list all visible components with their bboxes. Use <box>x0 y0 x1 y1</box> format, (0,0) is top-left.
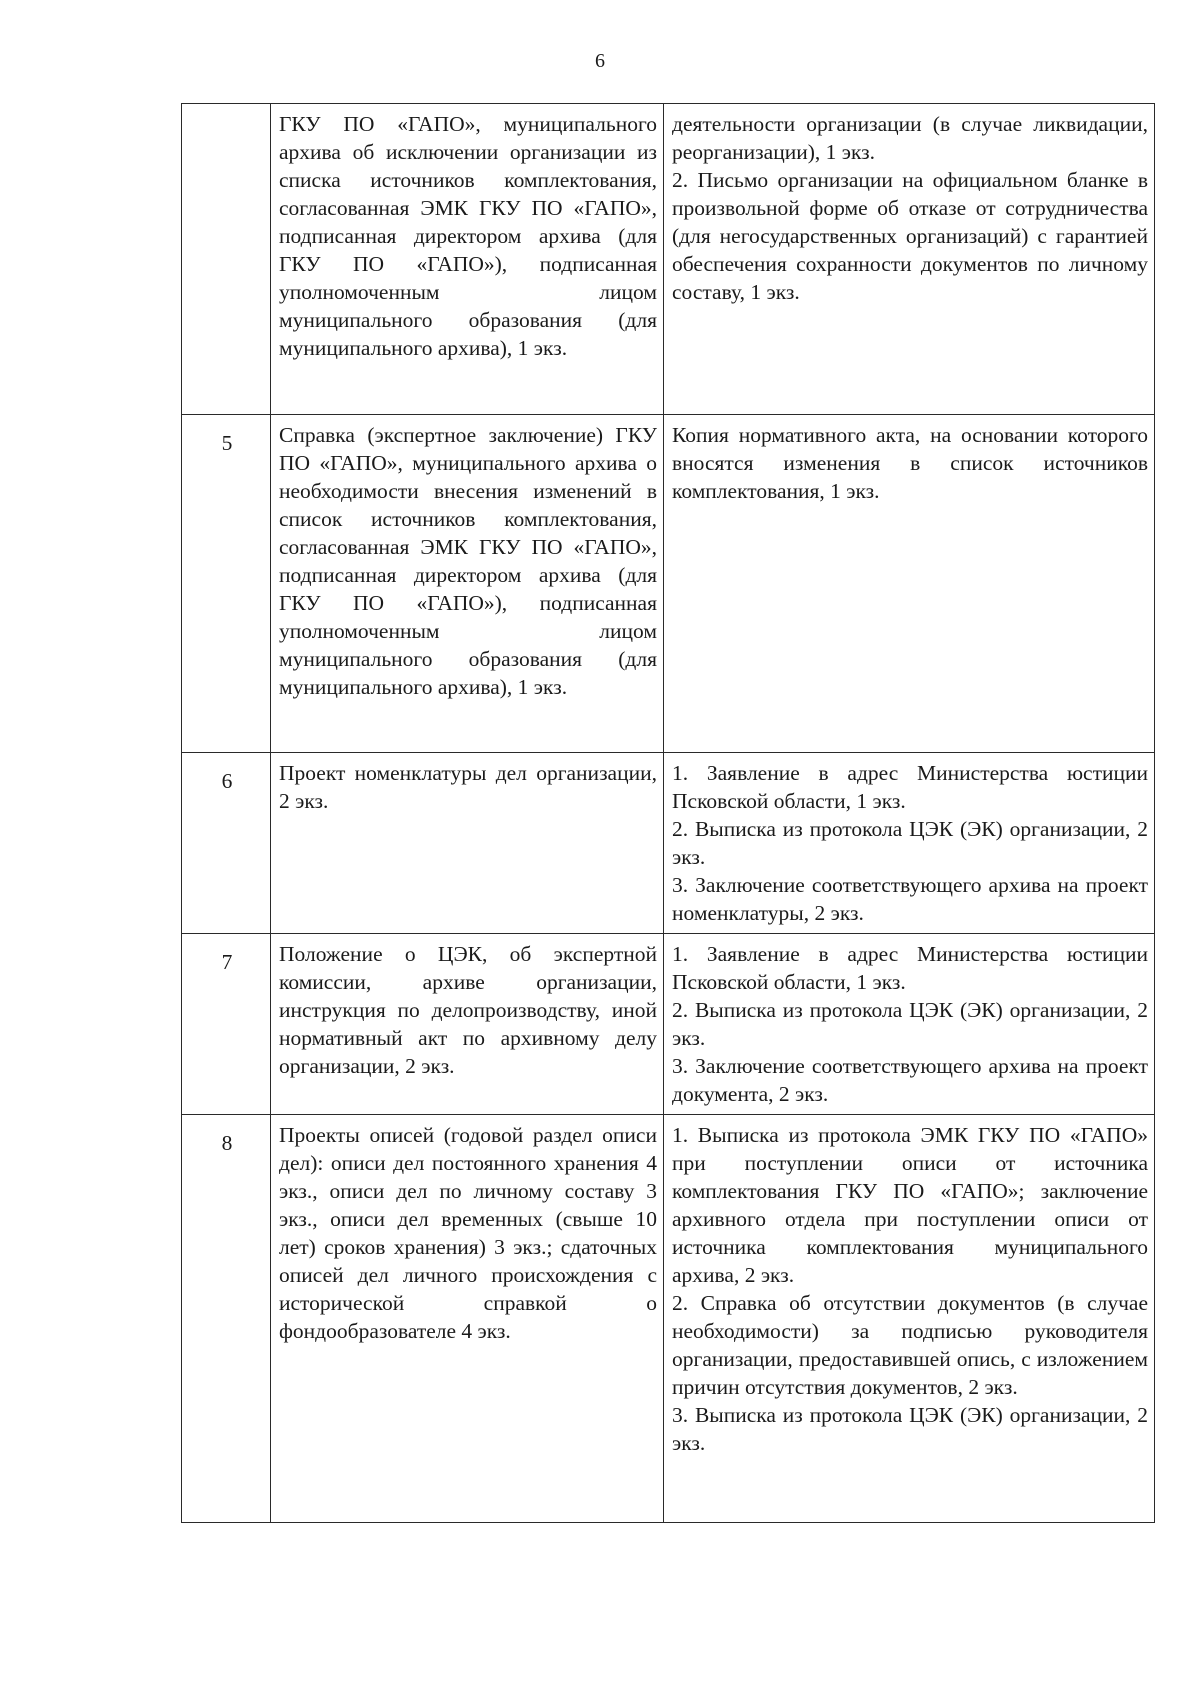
table-row <box>182 104 1155 415</box>
attachment-item: 1. Выписка из протокола ЭМК ГКУ ПО «ГАПО» при поступлении описи от источника комплектования ГКУ ПО «ГАПО»; заключение архивного отдела при поступлении описи от источника комплектования муниципального архива, 2 экз. <box>672 1123 1148 1287</box>
table-row <box>182 934 1155 1115</box>
attachments-cell <box>664 934 1155 1115</box>
row-number: 8 <box>182 1115 271 1523</box>
attachment-item: 1. Заявление в адрес Министерства юстиции Псковской области, 1 экз. <box>672 761 1148 813</box>
attachments-cell <box>664 1115 1155 1523</box>
attachment-item: 2. Выписка из протокола ЦЭК (ЭК) организации, 2 экз. <box>672 998 1148 1050</box>
table-row <box>182 1115 1155 1523</box>
attachment-item: деятельности организации (в случае ликвидации, реорганизации), 1 экз. <box>672 112 1148 164</box>
attachment-item: 2. Справка об отсутствии документов (в случае необходимости) за подписью руководителя организации, предоставившей опись, с изложением причин отсутствия документов, 2 экз. <box>672 1291 1148 1399</box>
attachments-cell <box>664 415 1155 753</box>
documents-table <box>181 103 1155 1523</box>
document-cell: Справка (экспертное заключение) ГКУ ПО «ГАПО», муниципального архива о необходимости внесения изменений в список источников комплектования, согласованная ЭМК ГКУ ПО «ГАПО», подписанная директором архива (для ГКУ ПО «ГАПО»), подписанная уполномоченным лицом муниципального образования (для муниципального архива), 1 экз. <box>271 415 664 753</box>
attachments-cell <box>664 104 1155 415</box>
attachment-item: 3. Выписка из протокола ЦЭК (ЭК) организации, 2 экз. <box>672 1403 1148 1455</box>
document-cell: Проект номенклатуры дел организации, 2 экз. <box>271 753 664 934</box>
attachment-item: 3. Заключение соответствующего архива на проект документа, 2 экз. <box>672 1054 1148 1106</box>
table-row <box>182 415 1155 753</box>
page-number: 6 <box>595 50 605 72</box>
document-cell: Проекты описей (годовой раздел описи дел): описи дел постоянного хранения 4 экз., описи дел по личному составу 3 экз., описи дел временных (свыше 10 лет) сроков хранения) 3 экз.; сдаточных описей дел личного происхождения с исторической справкой о фондообразователе 4 экз. <box>271 1115 664 1523</box>
attachment-item: Копия нормативного акта, на основании которого вносятся изменения в список источников комплектования, 1 экз. <box>672 423 1148 503</box>
row-number <box>182 104 271 415</box>
attachment-item: 3. Заключение соответствующего архива на проект номенклатуры, 2 экз. <box>672 873 1148 925</box>
document-cell: Положение о ЦЭК, об экспертной комиссии, архиве организации, инструкция по делопроизводству, иной нормативный акт по архивному делу организации, 2 экз. <box>271 934 664 1115</box>
row-number: 5 <box>182 415 271 753</box>
row-number: 6 <box>182 753 271 934</box>
attachment-item: 1. Заявление в адрес Министерства юстиции Псковской области, 1 экз. <box>672 942 1148 994</box>
table-row <box>182 753 1155 934</box>
attachment-item: 2. Письмо организации на официальном бланке в произвольной форме об отказе от сотрудничества (для негосударственных организаций) с гарантией обеспечения сохранности документов по личному составу, 1 экз. <box>672 168 1148 304</box>
row-number: 7 <box>182 934 271 1115</box>
attachments-cell <box>664 753 1155 934</box>
document-cell: ГКУ ПО «ГАПО», муниципального архива об исключении организации из списка источников комплектования, согласованная ЭМК ГКУ ПО «ГАПО», подписанная директором архива (для ГКУ ПО «ГАПО»), подписанная уполномоченным лицом муниципального образования (для муниципального архива), 1 экз. <box>271 104 664 415</box>
attachment-item: 2. Выписка из протокола ЦЭК (ЭК) организации, 2 экз. <box>672 817 1148 869</box>
